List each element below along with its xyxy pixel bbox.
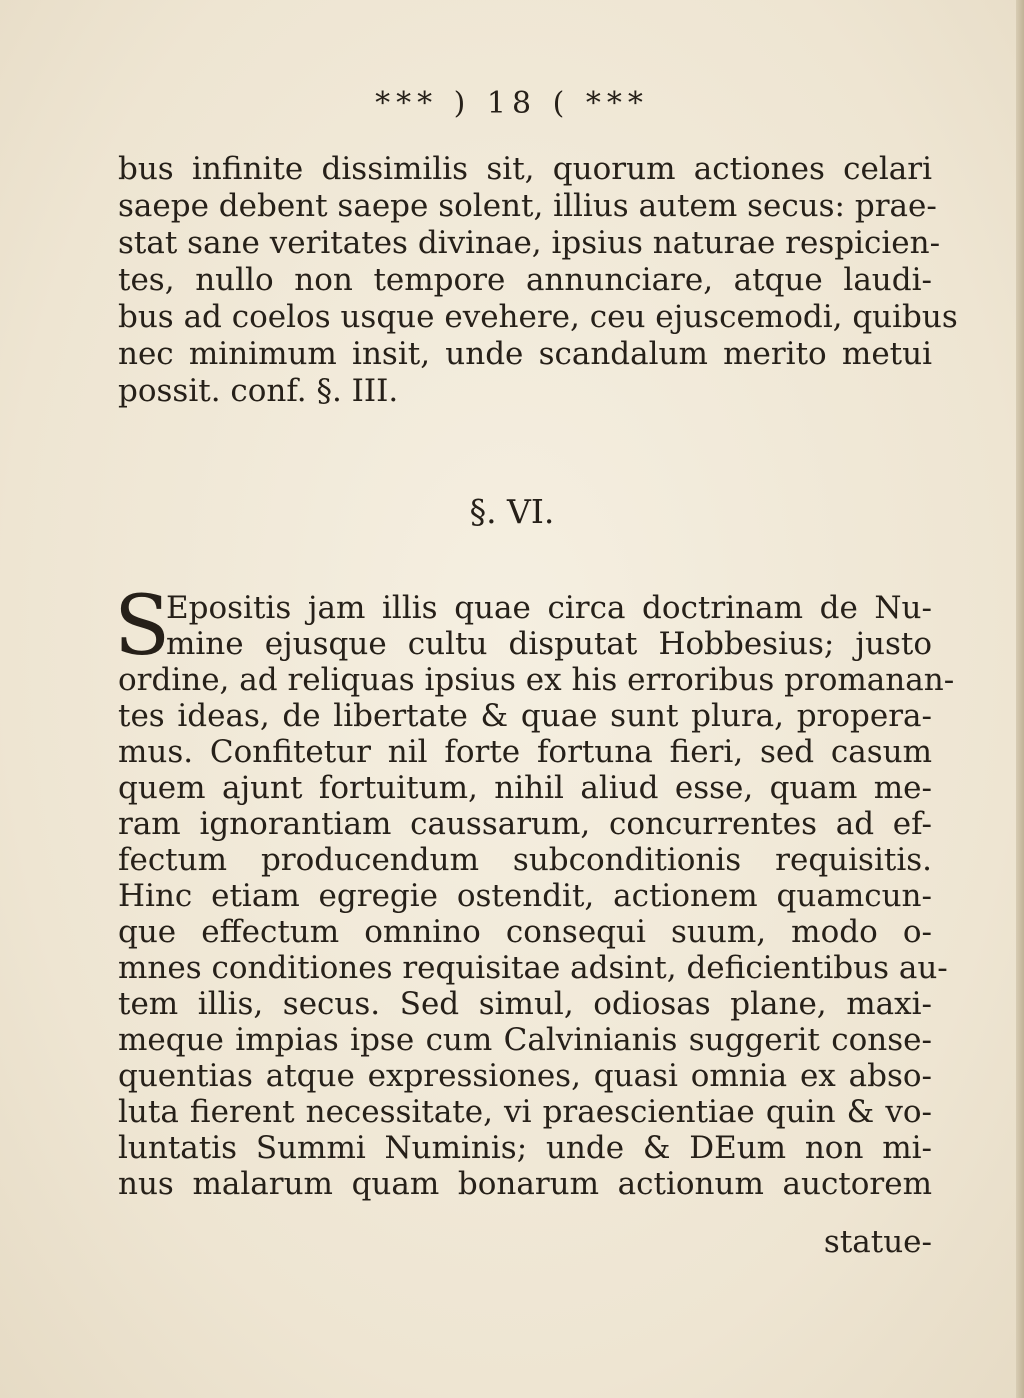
text-line: tem illis, secus. Sed simul, odiosas plane, maxi- (118, 986, 932, 1022)
text-line: meque impias ipse cum Calvinianis suggerit conse- (118, 1022, 932, 1058)
text-line: luta fierent necessitate, vi praescientiae quin & vo- (118, 1094, 932, 1130)
text-line: Hinc etiam egregie ostendit, actionem quamcun- (118, 878, 932, 914)
text-line: Epositis jam illis quae circa doctrinam de Nu- (166, 590, 932, 626)
text-line: luntatis Summi Numinis; unde & DEum non mi- (118, 1130, 932, 1166)
text-line: mnes conditiones requisitae adsint, deficientibus au- (118, 950, 948, 986)
text-line: que effectum omnino consequi suum, modo o- (118, 914, 932, 950)
text-line: saepe debent saepe solent, illius autem secus: prae- (118, 188, 937, 224)
text-line: nec minimum insit, unde scandalum merito metui (118, 336, 932, 372)
text-line: mine ejusque cultu disputat Hobbesius; justo (166, 626, 932, 662)
text-line: possit. conf. §. III. (118, 373, 399, 409)
text-line: quentias atque expressiones, quasi omnia ex abso- (118, 1058, 932, 1094)
catchword: statue- (823, 1224, 932, 1260)
page-edge (1016, 0, 1024, 1398)
text-line: tes, nullo non tempore annunciare, atque laudi- (118, 262, 932, 298)
text-line: stat sane veritates divinae, ipsius naturae respicien- (118, 225, 941, 261)
text-line: tes ideas, de libertate & quae sunt plura, propera- (118, 698, 932, 734)
text-line: ordine, ad reliquas ipsius ex his erroribus promanan- (118, 662, 955, 698)
text-line: fectum producendum subconditionis requisitis. (118, 842, 932, 878)
text-line: bus infinite dissimilis sit, quorum actiones celari (118, 151, 932, 187)
section-heading: §. VI. (469, 492, 555, 531)
text-line: bus ad coelos usque evehere, ceu ejuscemodi, quibus (118, 299, 958, 335)
text-line: nus malarum quam bonarum actionum auctorem (118, 1166, 932, 1202)
running-head: *** ) 18 ( *** (375, 86, 649, 121)
text-line: ram ignorantiam caussarum, concurrentes ad ef- (118, 806, 932, 842)
text-line: mus. Confitetur nil forte fortuna fieri, sed casum (118, 734, 932, 770)
text-line: quem ajunt fortuitum, nihil aliud esse, quam me- (118, 770, 932, 806)
drop-cap: S (114, 579, 171, 674)
